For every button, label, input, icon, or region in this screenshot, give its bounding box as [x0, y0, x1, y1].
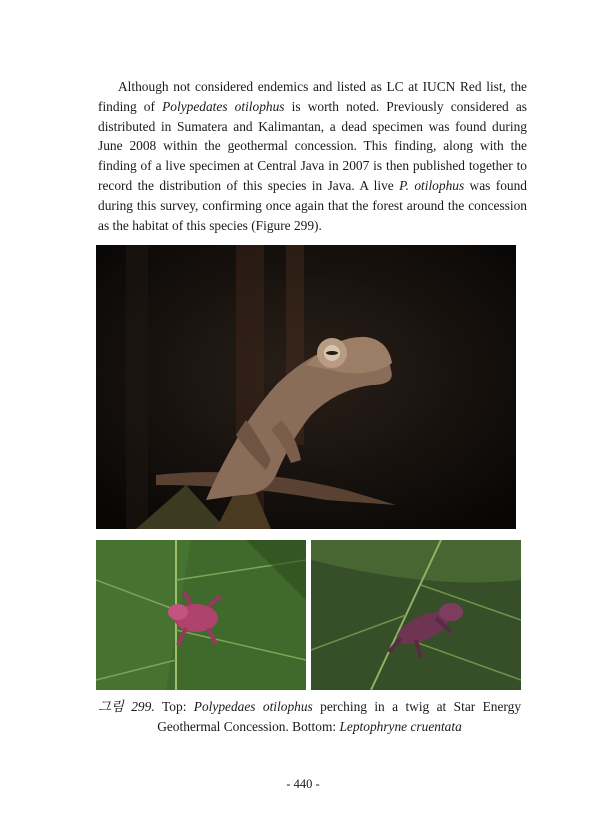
photo-leptophryne-right	[311, 540, 521, 690]
species-name-p-otilophus: P. otilophus	[399, 177, 465, 193]
figure-label: 그림 299.	[98, 699, 155, 714]
photo-leptophryne-left	[96, 540, 306, 690]
body-paragraph	[98, 77, 527, 235]
caption-species-top: Polypedaes otilophus	[193, 699, 313, 714]
body-text-2: is worth noted. Previously considered as distributed in Sumatera and Kalimantan, a dead specimen was found during June 2008 within the geothermal concession. This finding, along with the finding of a live specimen at Central Java in 2007 is then published together to record the distribution of this species in Java. A live	[98, 98, 527, 193]
caption-species-bottom: Leptophryne cruentata	[339, 719, 462, 734]
species-name-polypedates: Polypedates otilophus	[162, 98, 285, 114]
caption-text-1: Top:	[154, 699, 194, 714]
body-text-1: Although not considered endemics and listed as LC at IUCN Red list, the finding of	[98, 79, 527, 114]
body-text-3: was found during this survey, confirming once again that the forest around the concession as the habitat of this species (Figure 299).	[98, 177, 528, 233]
caption-text-2: perching in a twig at Star Energy Geothermal Concession. Bottom:	[157, 699, 522, 734]
photo-polypedates-otilophus	[96, 245, 516, 529]
page-number: - 440 -	[286, 777, 320, 791]
figure-caption	[98, 697, 521, 737]
